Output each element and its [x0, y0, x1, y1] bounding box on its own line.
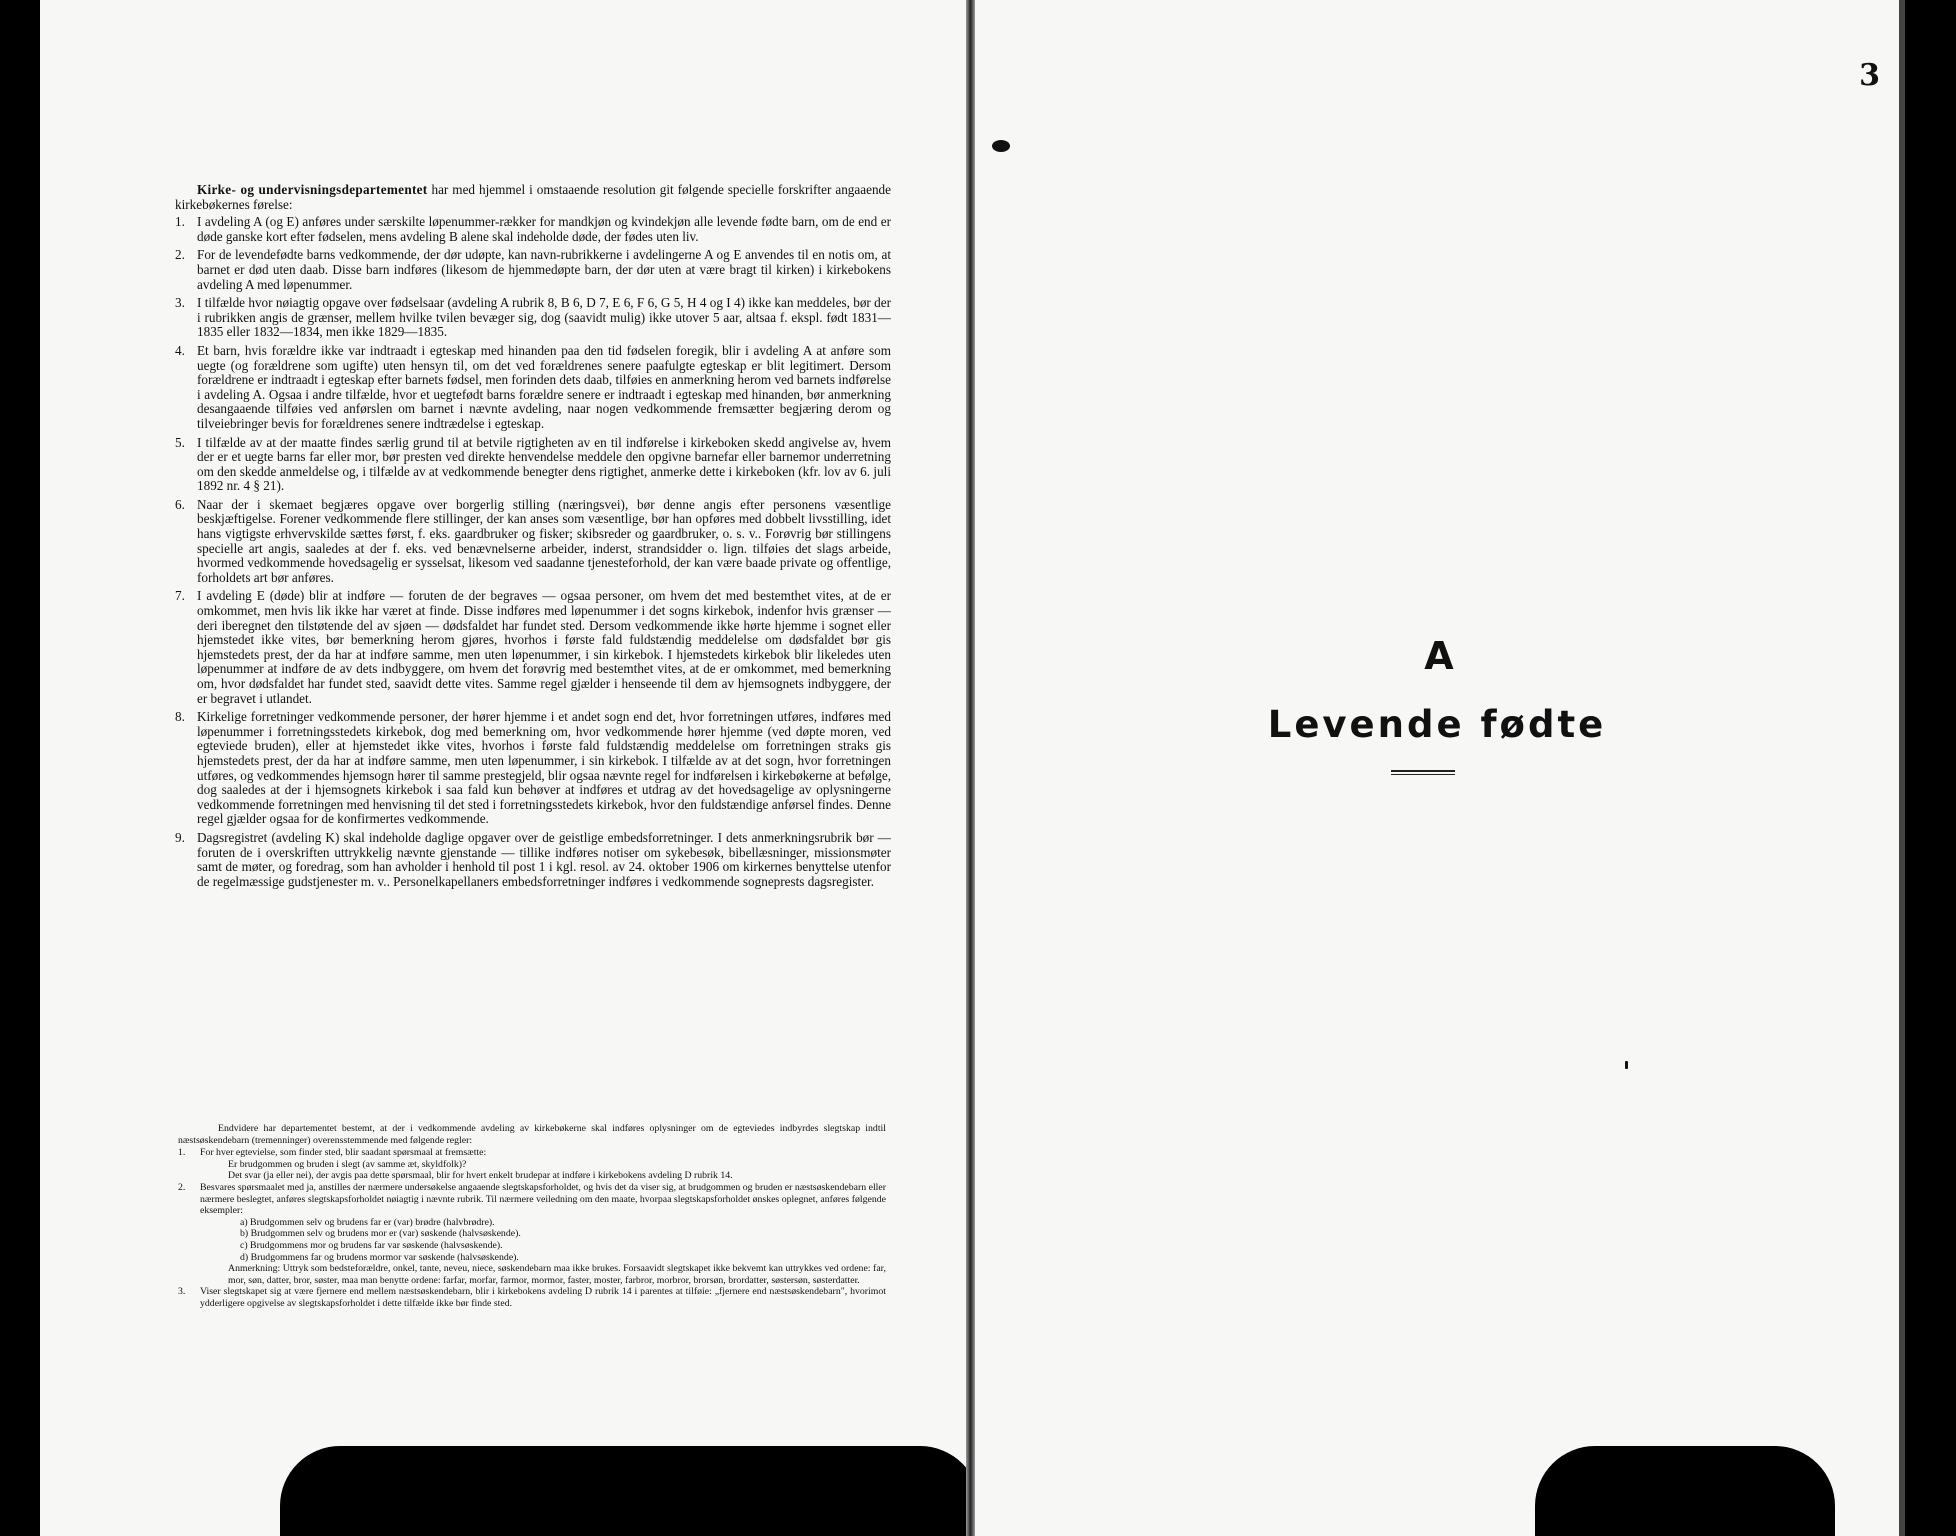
rule-text: Dagsregistret (avdeling K) skal indeholde daglige opgaver over de geistlige embedsforretninger. I dets anmerkningsrubrik bør — foruten de i overskriften uttrykkelig nævnte gjenstande — tillike indføres notiser om sykebesøk, bibellæsninger, missionsmøter samt de møter, og foredrag, som han avholder i henhold til post 1 i kgl. resol. av 24. oktober 1906 om kirkernes benyttelse utenfor de regelmæssige gudstjenester m. v.. Personelkapellaners embedsforretninger indføres i vedkommende sogneprests dagsregister.	[197, 829, 891, 889]
rule-number: 9.	[175, 829, 185, 845]
rule-text: Et barn, hvis forældre ikke var indtraadt i egteskap med hinanden paa den tid fødselen foregik, blir i avdeling A at anføre som uegte (og forældrene som ugifte) uten hensyn til, om det ved forældrenes senere paafulgte egteskap er blit legitimert. Dersom forældrene er indtraadt i egteskap efter barnets fødsel, men forinden dets daab, tilføies en anmerkning herom ved barnets indførelse i avdeling A. Ogsaa i andre tilfælde, hvor et uegtefødt barns forældre senere er indtraadt i egteskap med hinanden, bør anmerkning desangaaende tilføies ved anførslen om barnet i nævnte avdeling, naar nogen vedkommende fremsætter begjæring derom og tilveiebringer bevis for forældrenes senere indtrædelse i egteskap.	[197, 342, 891, 431]
regulations-intro	[175, 183, 891, 212]
thumb-shadow	[280, 1446, 966, 1536]
rule-number: 7.	[175, 588, 185, 604]
thumb-shadow	[1535, 1446, 1835, 1536]
footnote-rule-text: For hver egtevielse, som finder sted, blir saadant spørsmaal at fremsætte:	[200, 1147, 487, 1159]
section-title: Levende fødte	[1267, 703, 1607, 746]
rule-item	[175, 436, 891, 494]
rule-item	[175, 248, 891, 292]
footnote-rule-text: Viser slegtskapet sig at være fjernere end mellem næstsøskendebarn, blir i kirkebokens avdeling D rubrik 14 i parentes at tilføie: „fjernere end næstsøskendebarn", hvorimot ydderligere opgivelse av slegtskapsforholdet i dette tilfælde ikke bør finde sted.	[200, 1286, 886, 1309]
footnote-note: Anmerkning: Uttryk som bedsteforældre, onkel, tante, neveu, niece, søskendebarn maa ikke brukes. Forsaavidt slegtskapet ikke bekvemt kan uttrykkes ved ordene: far, mor, søn, datter, bror, søster, maa man benytte ordene: farfar, morfar, farmor, mormor, faster, moster, farbror, morbror, brorsøn, brordatter, søstersøn, søsterdatter.	[228, 1263, 886, 1286]
left-page	[40, 0, 966, 1536]
regulations-text	[175, 183, 891, 893]
footnote-rule-text: Besvares spørsmaalet med ja, anstilles der nærmere undersøkelse angaaende slegtskapsforholdet, og hvis det da viser sig, at brudgommen og bruden er næstsøskendebarn eller nærmere beslegtet, anføres slegtskapsforholdet nøiagtig i nævnte rubrik. Til nærmere veiledning om den maate, hvorpaa slegtskapsforholdet ønskes oplegnet, anføres følgende eksempler:	[200, 1181, 886, 1217]
rule-text: I tilfælde hvor nøiagtig opgave over fødselsaar (avdeling A rubrik 8, B 6, D 7, E 6, F 6, G 5, H 4 og I 4) ikke kan meddeles, bør der i rubrikken angis de grænser, mellem hvilke tvilen bevæger sig, dog (saavidt mulig) ikke utover 5 aar, altsaa f. ekspl. født 1831—1835 eller 1832—1834, men ikke 1829—1835.	[197, 295, 891, 340]
rule-item	[175, 296, 891, 340]
footnote-rule	[178, 1147, 886, 1182]
rule-text: I tilfælde av at der maatte findes særlig grund til at betvile rigtigheten av en til indførelse i kirkeboken skedd angivelse av, hvem der er et uegte barns far eller mor, bør presten ved direkte henvendelse meddele den opgivne barnefar eller barnemor underretning om den skedde anmeldelse og, i tilfælde av at vedkommende benegter dens rigtighet, anmerke dette i kirkeboken (kfr. lov av 6. juli 1892 nr. 4 § 21).	[197, 434, 891, 494]
footnote-rule-number: 3.	[178, 1286, 186, 1298]
rule-text: For de levendefødte barns vedkommende, der dør udøpte, kan navn-rubrikkerne i avdelingerne A og E anvendes til en notis om, at barnet er død uten daab. Disse barn indføres (likesom de hjemmedøpte barn, der dør uten at være bragt til kirken) i kirkebokens avdeling A med løpenummer.	[197, 247, 891, 292]
page-number: 3	[1859, 58, 1880, 93]
rule-item	[175, 215, 891, 244]
rule-item	[175, 710, 891, 827]
ink-speck	[1625, 1061, 1628, 1069]
rule-number: 3.	[175, 295, 185, 311]
rule-item	[175, 831, 891, 889]
rule-number: 6.	[175, 496, 185, 512]
footnote-rule-number: 1.	[178, 1147, 186, 1159]
right-page	[975, 0, 1899, 1536]
rule-number: 4.	[175, 342, 185, 358]
rule-text: I avdeling E (døde) blir at indføre — foruten de der begraves — ogsaa personer, om hvem det med bestemthet vites, at de er omkommet, men hvis lik ikke har været at finde. Disse indføres med løpenummer i det sogns kirkebok, indenfor hvis grænser — deri iberegnet den tilstøtende del av sjøen — dødsfaldet har fundet sted. Dersom vedkommende ikke hørte hjemme i sognet eller hjemstedet ikke vites, bør bemerkning herom gjøres, hvorhos i første fald fuldstændig meddelelse om dødsfaldet bør gis hjemstedets prest, der da har at indføre samme, men uten løpenummer, i sin kirkebok. I hjemstedets kirkebok blir likeledes uten løpenummer at indføre de av dets indbyggere, om hvem det forøvrig med bestemthet vites, at de er omkommet, med bemerkning om, hvor dødsfaldet har fundet sted, saavidt dette vites. Samme regel gjælder i henseende til dem av hjemsognets indbyggere, der er begravet i utlandet.	[197, 588, 891, 706]
rule-item	[175, 498, 891, 586]
footnote-rule	[178, 1182, 886, 1286]
rule-text: Naar der i skemaet begjæres opgave over borgerlig stilling (næringsvei), bør denne angis efter personens væsentlige beskjæftigelse. Forener vedkommende flere stillinger, der kan anses som væsentlige, bør han opføres med dobbelt livsstilling, idet hans vigtigste erhvervskilde sættes først, f. eks. gaardbruker og fisker; skibsreder og gaardbruker, o. s. v.. Forøvrig bør stillingens specielle art angis, saaledes at der f. eks. ved benævnelserne arbeider, inderst, strandsidder o. lign. tilføies det slags arbeide, hvormed vedkommende hovedsagelig er sysselsat, likesom ved saadanne tjenesteforhold, der kan være baade private og offentlige, forholdets art bør anføres.	[197, 496, 891, 585]
rule-number: 1.	[175, 214, 185, 230]
footnote-example: d) Brudgommens far og brudens mormor var søskende (halvsøskende).	[240, 1251, 519, 1263]
footnote-rule	[178, 1286, 886, 1309]
footnote-question: Er brudgommen og bruden i slegt (av samme æt, skyldfolk)?	[228, 1158, 467, 1170]
rule-text: I avdeling A (og E) anføres under særskilte løpenummer-rækker for mandkjøn og kvindekjøn alle levende fødte barn, om de end er døde ganske kort efter fødselen, mens avdeling B alene skal indeholde døde, der fødes uten liv.	[197, 214, 891, 244]
rule-number: 8.	[175, 709, 185, 725]
book-spine	[966, 0, 975, 1536]
ink-blot	[992, 140, 1010, 152]
footnote-intro: Endvidere har departementet bestemt, at der i vedkommende avdeling av kirkebøkerne skal indføres oplysninger om de egteviedes indbyrdes slegtskap indtil næstsøskendebarn (tremenninger) overensstemmende med følgende regler:	[178, 1123, 886, 1146]
footnote-rule-number: 2.	[178, 1181, 186, 1193]
page-edge	[1899, 0, 1905, 1536]
title-underline	[1391, 770, 1455, 775]
intro-text: har med hjemmel i omstaaende resolution git følgende specielle forskrifter angaaende kirkebøkernes førelse:	[175, 182, 891, 212]
footnote-example: c) Brudgommens mor og brudens far var søskende (halvsøskende).	[240, 1239, 503, 1251]
kinship-footnote	[178, 1123, 886, 1310]
footnote-example: b) Brudgommen selv og brudens mor er (var) søskende (halvsøskende).	[240, 1228, 521, 1240]
section-letter: A	[1424, 634, 1454, 678]
rule-item	[175, 589, 891, 706]
footnote-answer: Det svar (ja eller nei), der avgis paa dette spørsmaal, blir for hvert enkelt brudepar at indføre i kirkebokens avdeling D rubrik 14.	[228, 1170, 733, 1182]
rule-text: Kirkelige forretninger vedkommende personer, der hører hjemme i et andet sogn end det, hvor forretningen utføres, indføres med løpenummer i forretningsstedets kirkebok, dog med bemerkning om, hvor vedkommende hører hjemme (ved døpte moren, ved egteviede bruden), eller at hjemstedet ikke vites, hvorhos i første fald fuldstændig meddelelse om forretningen straks gis hjemstedets prest, der da har at indføre samme, men uten løpenummer, i sin kirkebok. I tilfælde av at det sogn, hvor forretningen utføres, og vedkommendes hjemsogn hører til samme prestegjeld, blir ogsaa nævnte regel for indførelsen i kirkebøkerne at befølge, dog saaledes at der i hjemsognets kirkebok i saa fald kun behøver at indføres et utdrag av det hovedsagelige av oplysningerne vedkommende forretningen med henvisning til det sted i forretningsstedets kirkebok, hvor den fuldstændige anførsel findes. Denne regel gjælder ogsaa for de konfirmertes vedkommende.	[197, 709, 891, 827]
department-name: Kirke- og undervisningsdepartementet	[197, 182, 428, 197]
rule-item	[175, 344, 891, 432]
rule-number: 2.	[175, 247, 185, 263]
footnote-example: a) Brudgommen selv og brudens far er (var) brødre (halvbrødre).	[240, 1216, 495, 1228]
rule-number: 5.	[175, 434, 185, 450]
